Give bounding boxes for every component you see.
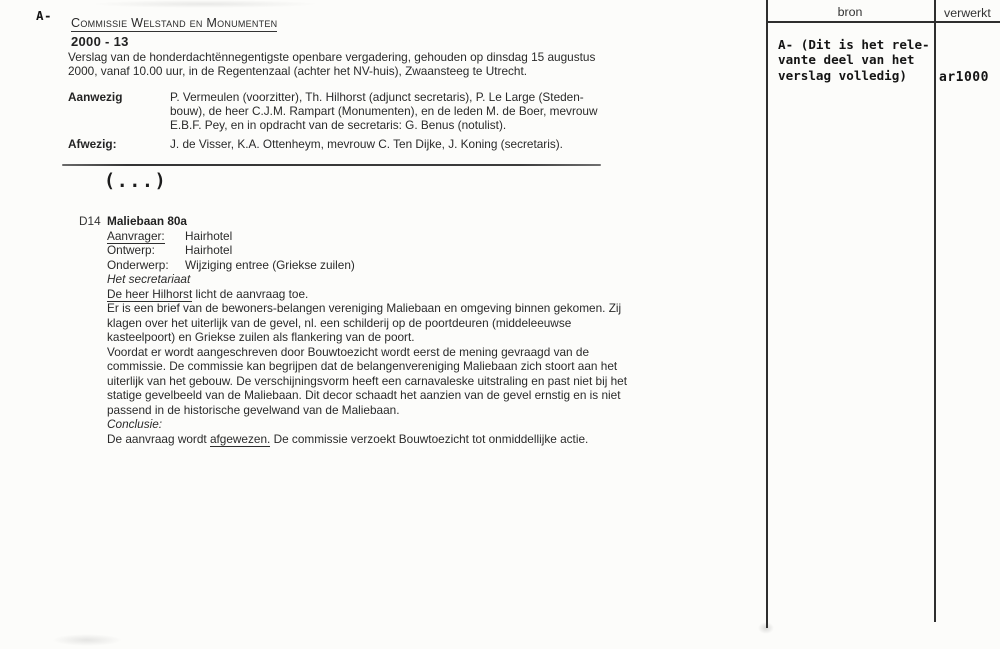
scan-smudge xyxy=(90,0,320,8)
paragraph-line: klagen over het uiterlijk van de gevel, nl. een schilderij op de poortdeuren (middeleeuwse xyxy=(107,315,572,330)
paragraph-2 xyxy=(107,345,627,418)
source-annotation-note xyxy=(778,37,930,83)
annotation-middle-rule xyxy=(934,0,936,622)
presenter-rest: licht de aanvraag toe. xyxy=(192,286,309,301)
conclusion-post: De commissie verzoekt Bouwtoezicht tot onmiddellijke actie. xyxy=(270,431,589,446)
intro-line: Verslag van de honderdachtënnegentigste openbare vergadering, gehouden op dinsdag 15 augustus xyxy=(68,50,596,64)
paragraph-line: statige gevelbeeld van de Maliebaan. Dit decor schaadt het aanzien van de gevel ernstig en is niet xyxy=(107,388,621,402)
item-code: D14 xyxy=(79,214,101,228)
note-line: A- (Dit is het rele- xyxy=(778,37,930,52)
annotation-left-rule xyxy=(766,0,768,628)
conclusion-label: Conclusie: xyxy=(107,417,163,431)
field-label-onderwerp: Onderwerp: xyxy=(107,257,169,272)
paragraph-line: Er is een brief van de bewoners-belangen vereniging Maliebaan en omgeving binnen gekomen. Zij xyxy=(107,301,622,315)
commission-title: Commissie Welstand en Monumenten xyxy=(71,16,278,30)
omission-mark: (...) xyxy=(104,171,168,192)
paragraph-line: commissie. De commissie kan begrijpen dat de belangenvereniging Maliebaan zich stoort aan het xyxy=(107,359,618,373)
presenter-name: De heer Hilhorst xyxy=(107,286,193,301)
conclusion-line xyxy=(107,432,627,447)
present-line: bouw), de heer C.J.M. Rampart (Monumenten), en de leden M. de Boer, mevrouw xyxy=(170,104,598,119)
conclusion-pre: De aanvraag wordt xyxy=(107,431,210,446)
present-line: E.B.F. Pey, en in opdracht van de secretaris: G. Benus (notulist). xyxy=(170,118,507,133)
field-value-onderwerp: Wijziging entree (Griekse zuilen) xyxy=(185,257,355,272)
field-row-onderwerp xyxy=(107,258,627,273)
report-number: 2000 - 13 xyxy=(71,34,129,49)
agenda-item-content xyxy=(107,214,627,446)
absent-line: J. de Visser, K.A. Ottenheym, mevrouw C. Ten Dijke, J. Koning (secretaris). xyxy=(170,136,563,151)
absent-names xyxy=(170,137,563,151)
field-value-ontwerp: Hairhotel xyxy=(185,243,233,257)
processed-code: ar1000 xyxy=(939,70,989,85)
paragraph-1 xyxy=(107,301,627,345)
field-row-ontwerp xyxy=(107,243,627,258)
column-header-bron: bron xyxy=(837,5,863,19)
absent-row xyxy=(68,137,598,151)
absent-label: Afwezig: xyxy=(68,136,117,151)
paragraph-line: kasteelpoort) en Griekse zuilen als flankering van de poort. xyxy=(107,330,415,344)
paragraph-line: Voordat er wordt aangeschreven door Bouwtoezicht wordt eerst de mening gevraagd van de xyxy=(107,344,590,359)
column-header-verwerkt: verwerkt xyxy=(944,6,991,20)
presenter-line xyxy=(107,287,627,302)
conclusion-verdict: afgewezen. xyxy=(209,431,271,446)
agenda-item-d14 xyxy=(79,214,627,446)
meeting-intro xyxy=(68,50,595,78)
present-label: Aanwezig xyxy=(68,90,123,104)
section-divider xyxy=(62,164,601,166)
note-line: verslag volledig) xyxy=(778,67,907,83)
paragraph-line: passend in de historische gevelwand van de Maliebaan. xyxy=(107,402,400,417)
field-label-aanvrager: Aanvrager: xyxy=(107,228,165,243)
attendance-section xyxy=(68,90,598,151)
item-address: Maliebaan 80a xyxy=(107,214,187,228)
present-row xyxy=(68,90,598,133)
secretariat-heading: Het secretariaat xyxy=(107,272,191,286)
present-names xyxy=(170,90,598,133)
intro-line: 2000, vanaf 10.00 uur, in de Regentenzaal (achter het NV-huis), Zwaansteeg te Utrecht. xyxy=(68,64,528,79)
present-line: P. Vermeulen (voorzitter), Th. Hilhorst (adjunct secretaris), P. Le Large (Steden- xyxy=(170,90,584,104)
annotation-header-rule xyxy=(766,21,1000,23)
scan-smudge xyxy=(52,634,122,646)
field-label-ontwerp: Ontwerp: xyxy=(107,243,155,257)
paragraph-line: uiterlijk van het gebouw. De verschijningsvorm heeft een carnavaleske uitstraling en past niet bij het xyxy=(107,373,628,388)
note-line: vante deel van het xyxy=(778,52,915,68)
document-header xyxy=(71,14,277,49)
field-row-aanvrager xyxy=(107,229,627,244)
margin-mark: A- xyxy=(36,8,53,23)
field-value-aanvrager: Hairhotel xyxy=(185,228,233,243)
